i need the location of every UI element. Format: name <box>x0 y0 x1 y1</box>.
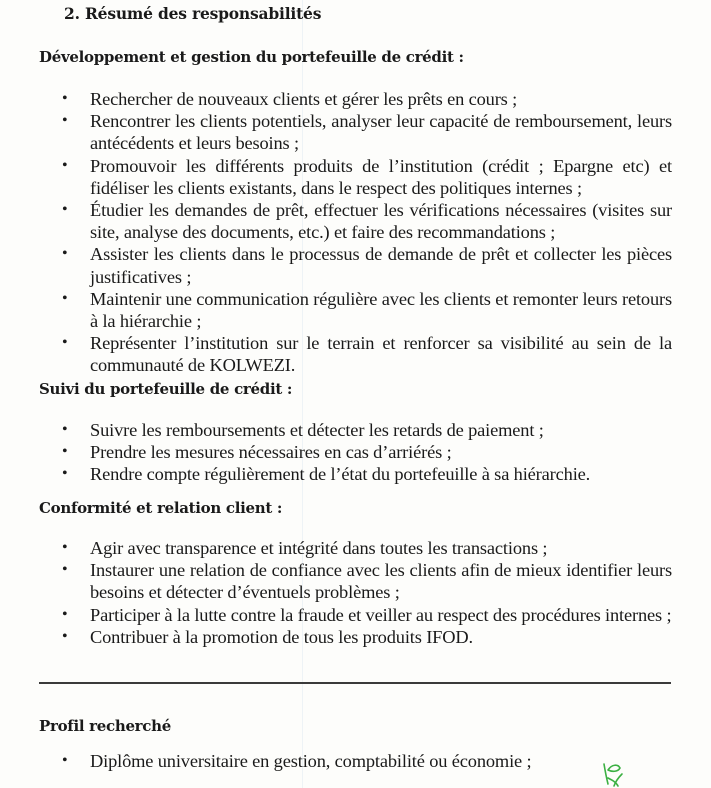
list-item: • Instaurer une relation de confiance avec les clients afin de mieux identifier leurs besoins et détecter d’éventuels problèmes ; <box>62 559 672 603</box>
horizontal-divider <box>39 682 671 684</box>
handwritten-initials-icon <box>600 760 628 788</box>
list-profile <box>62 750 672 772</box>
list-item: • Prendre les mesures nécessaires en cas d’arriérés ; <box>62 441 672 463</box>
list-item: • Rendre compte régulièrement de l’état du portefeuille à sa hiérarchie. <box>62 463 672 485</box>
list-item: • Contribuer à la promotion de tous les produits IFOD. <box>62 626 672 648</box>
list-item: • Rechercher de nouveaux clients et gérer les prêts en cours ; <box>62 88 672 110</box>
list-item: • Maintenir une communication régulière avec les clients et remonter leurs retours à la hiérarchie ; <box>62 288 672 332</box>
list-compliance <box>62 537 672 648</box>
list-item: • Étudier les demandes de prêt, effectuer les vérifications nécessaires (visites sur site, analyse des documents, etc.) et faire des recommandations ; <box>62 199 672 243</box>
list-item: • Agir avec transparence et intégrité dans toutes les transactions ; <box>62 537 672 559</box>
list-item: • Représenter l’institution sur le terrain et renforcer sa visibilité au sein de la communauté de KOLWEZI. <box>62 332 672 376</box>
section-title: 2. Résumé des responsabilités <box>64 4 322 23</box>
list-item: • Diplôme universitaire en gestion, comptabilité ou économie ; <box>62 750 672 772</box>
list-item: • Suivre les remboursements et détecter les retards de paiement ; <box>62 419 672 441</box>
heading-portfolio-monitoring: Suivi du portefeuille de crédit : <box>39 380 293 398</box>
list-item: • Promouvoir les différents produits de l’institution (crédit ; Epargne etc) et fidéliser les clients existants, dans le respect des politiques internes ; <box>62 155 672 199</box>
list-item: • Rencontrer les clients potentiels, analyser leur capacité de remboursement, leurs antécédents et leurs besoins ; <box>62 110 672 154</box>
heading-credit-development: Développement et gestion du portefeuille de crédit : <box>39 48 464 66</box>
list-credit-development <box>62 88 672 377</box>
heading-profile: Profil recherché <box>39 717 171 735</box>
list-item: • Participer à la lutte contre la fraude et veiller au respect des procédures internes ; <box>62 604 672 626</box>
heading-compliance: Conformité et relation client : <box>39 499 283 517</box>
list-item: • Assister les clients dans le processus de demande de prêt et collecter les pièces justificatives ; <box>62 243 672 287</box>
list-portfolio-monitoring <box>62 419 672 486</box>
